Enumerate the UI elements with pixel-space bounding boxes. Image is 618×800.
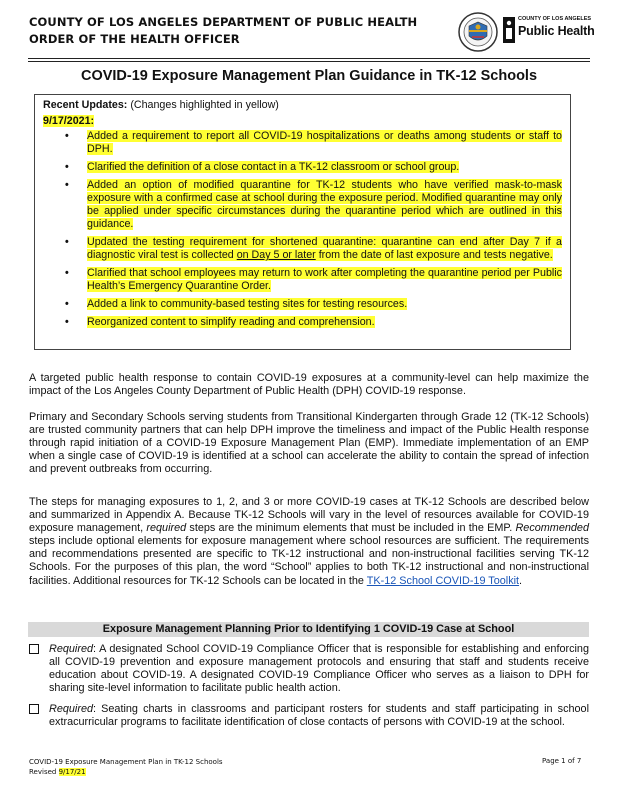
section-heading: Exposure Management Planning Prior to Identifying 1 COVID-19 Case at School: [28, 622, 589, 637]
county-seal-icon: [458, 12, 498, 52]
updates-heading-label: Recent Updates:: [43, 99, 128, 111]
recent-updates-box: [34, 94, 571, 350]
footer-doc-name: COVID-19 Exposure Management Plan in TK-12 Schools: [29, 758, 223, 766]
footer-revised: Revised 9/17/21: [29, 768, 86, 776]
update-item: • Clarified the definition of a close contact in a TK-12 classroom or school group.: [43, 161, 562, 174]
checkbox-icon: [29, 704, 39, 714]
logo-small-text: COUNTY OF LOS ANGELES: [518, 16, 592, 22]
updates-heading-note: (Changes highlighted in yellow): [130, 99, 279, 111]
checklist-item: Required: Seating charts in classrooms and participant rosters for students and staff participating in school extracurricular programs to facilitate identification of close contacts of persons with COVID-19 at the school.: [29, 703, 589, 729]
footer: [29, 757, 223, 777]
update-item: • Clarified that school employees may return to work after completing the quarantine period per Public Health’s Emergency Quarantine Order.: [43, 267, 562, 293]
updates-heading: [43, 99, 562, 112]
updates-list: [43, 130, 562, 329]
updates-date-text: 9/17/2021:: [43, 115, 95, 127]
header-rule-top: [28, 58, 590, 59]
checkbox-icon: [29, 644, 39, 654]
intro-paragraph: A targeted public health response to contain COVID-19 exposures at a community-level can help maximize the impact of the Los Angeles County Department of Public Health (DPH) COVID-19 response.: [29, 372, 589, 398]
update-item: • Updated the testing requirement for shortened quarantine: quarantine can end after Day 7 if a diagnostic viral test is collected on Day 5 or later from the date of last exposure and tests negative.: [43, 236, 562, 262]
update-item: • Added a link to community-based testing sites for testing resources.: [43, 298, 562, 311]
update-item: • Reorganized content to simplify reading and comprehension.: [43, 316, 562, 329]
update-item: • Added a requirement to report all COVID-19 hospitalizations or deaths among students or staff to DPH.: [43, 130, 562, 156]
steps-paragraph: The steps for managing exposures to 1, 2, and 3 or more COVID-19 cases at TK-12 Schools are described below and summarized in Appendix A. Because TK-12 Schools will vary in the level of resources available for COVID-19 exposure management, required steps are the minimum elements that must be included in the EMP. Recommended steps include optional elements for exposure management where school resources are sufficient. The requirements and recommendations presented are specific to TK-12 instructional and non-instructional facilities serving TK-12 Schools. For the purposes of this plan, the word “School” applies to both TK-12 instructional and non-instructional facilities. Additional resources for TK-12 Schools can be located in the TK-12 School COVID-19 Toolkit.: [29, 496, 589, 587]
update-item: • Added an option of modified quarantine for TK-12 students who have verified mask-to-mask exposure with a confirmed case at school during the exposure period. Modified quarantine may only be applied under specific circumstances during the quarantine period which are outlined in this guidance.: [43, 179, 562, 231]
org-header: [29, 14, 417, 48]
public-health-logo-icon: [503, 17, 515, 43]
updates-date: [43, 115, 562, 128]
footer-revised-date: 9/17/21: [58, 768, 86, 776]
header-rule-bottom: [28, 61, 590, 62]
schools-paragraph: Primary and Secondary Schools serving students from Transitional Kindergarten through Grade 12 (TK-12 Schools) are trusted community partners that can help DPH improve the timeliness and impact of the Public Health response through rapid initiation of a COVID-19 Exposure Management Plan (EMP). Immediate implementation of an EMP when a single case of COVID-19 is identified at a school can accelerate the ability to contain the spread of infection and prevent outbreaks from occurring.: [29, 411, 589, 476]
public-health-logo: [503, 16, 597, 46]
org-line-2: ORDER OF THE HEALTH OFFICER: [29, 32, 240, 46]
page-number: Page 1 of 7: [542, 757, 582, 765]
checklist-item: Required: A designated School COVID-19 Compliance Officer that is responsible for establishing and enforcing all COVID-19 prevention and exposure management protocols and ensuring that staff and students receive education about COVID-19. A designated COVID-19 Compliance Officer who serves as a liaison to DPH for sharing site-level information to facilitate public health action.: [29, 643, 589, 695]
underlined-phrase: on Day 5 or later: [236, 249, 316, 261]
org-line-1: COUNTY OF LOS ANGELES DEPARTMENT OF PUBLIC HEALTH: [29, 15, 418, 29]
toolkit-link[interactable]: TK-12 School COVID-19 Toolkit: [366, 574, 520, 587]
logo-big-text: Public Health: [518, 24, 595, 38]
page-title: COVID-19 Exposure Management Plan Guidance in TK-12 Schools: [80, 68, 538, 84]
